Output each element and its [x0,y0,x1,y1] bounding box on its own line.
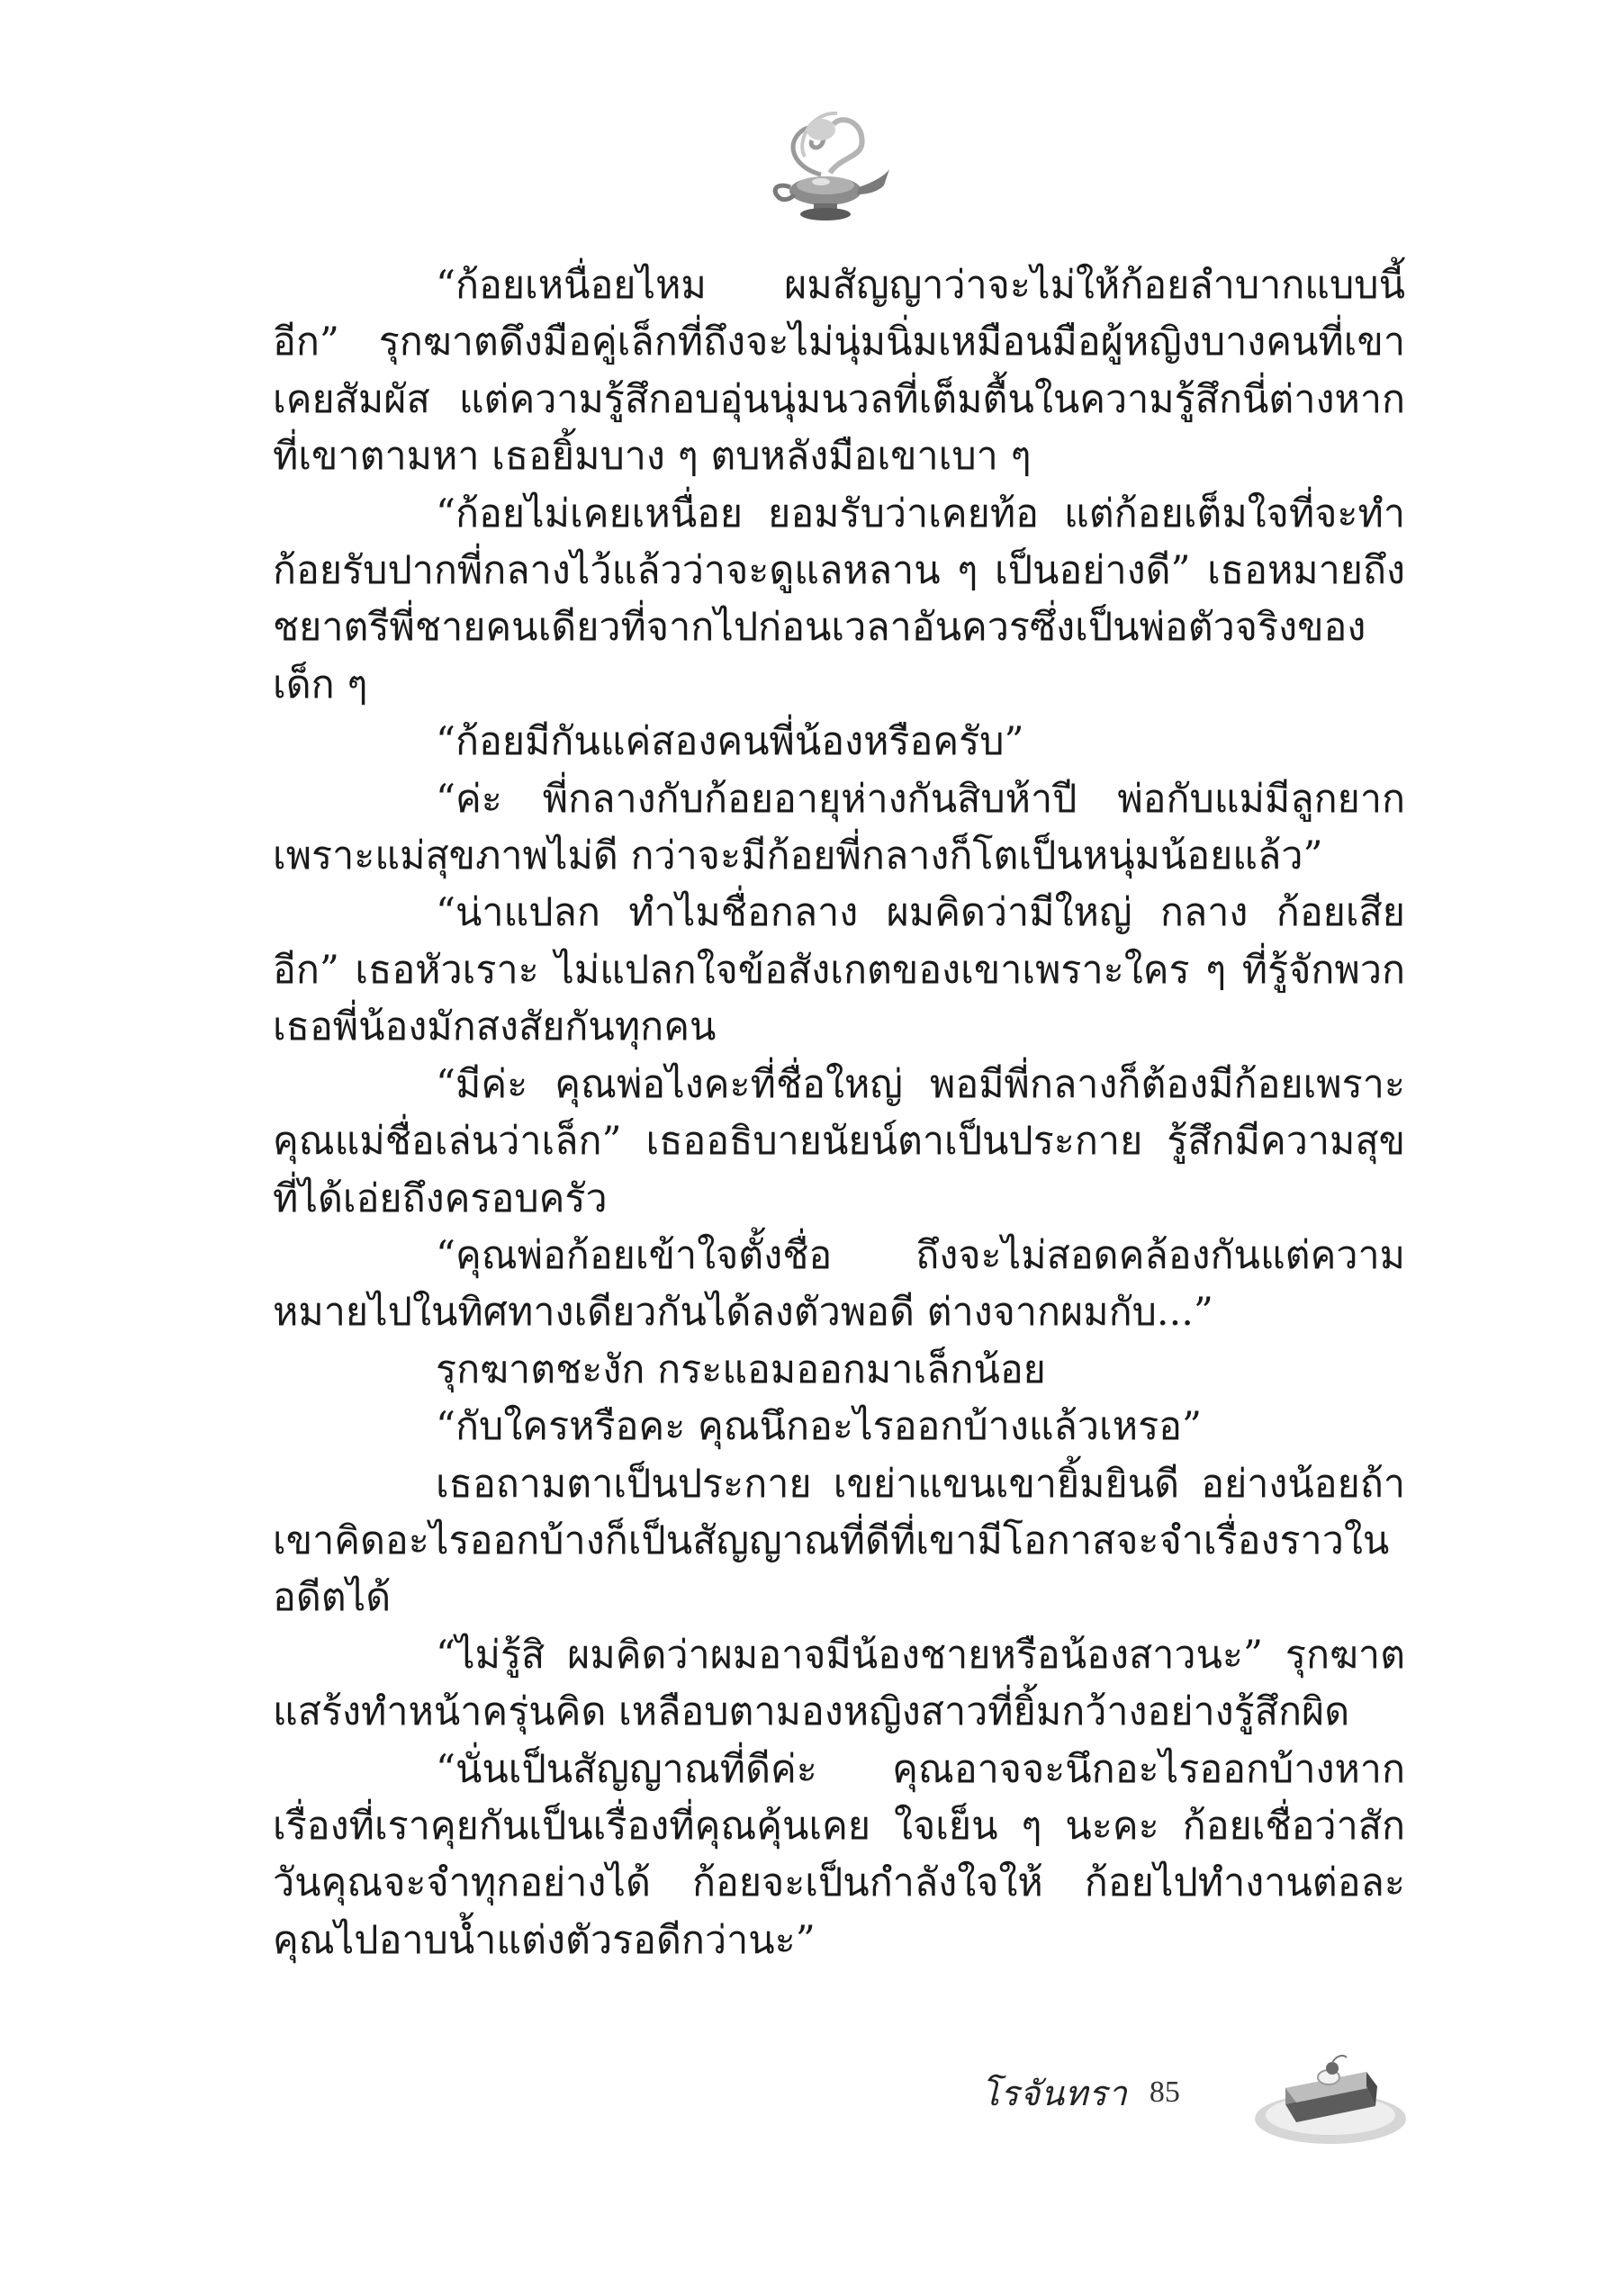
footer-title: โรจันทรา [981,2073,1128,2113]
paragraph: “คุณพ่อก้อยเข้าใจตั้งชื่อ ถึงจะไม่สอดคล้องกันแต่ความหมายไปในทิศทางเดียวกันได้ลงตัวพอดี ต่างจากผมกับ...” [273,1232,1405,1336]
paragraph: “ค่ะ พี่กลางกับก้อยอายุห่างกันสิบห้าปี พ่อกับแม่มีลูกยากเพราะแม่สุขภาพไม่ดี กว่าจะมีก้อยพี่กลางก็โตเป็นหนุ่มน้อยแล้ว” [273,776,1405,879]
paragraph: “มีค่ะ คุณพ่อไงคะที่ชื่อใหญ่ พอมีพี่กลางก็ต้องมีก้อยเพราะคุณแม่ชื่อเล่นว่าเล็ก” เธออธิบายนัยน์ตาเป็นประกาย รู้สึกมีความสุขที่ได้เอ่ยถึงครอบครัว [273,1061,1405,1221]
paragraph: “นั่นเป็นสัญญาณที่ดีค่ะ คุณอาจจะนึกอะไรออกบ้างหากเรื่องที่เราคุยกันเป็นเรื่องที่คุณคุ้นเคย ใจเย็น ๆ นะคะ ก้อยเชื่อว่าสักวันคุณจะจำทุกอย่างได้ ก้อยจะเป็นกำลังใจให้ ก้อยไปทำงานต่อละ คุณไปอาบน้ำแต่งตัวรอดีกว่านะ” [273,1746,1405,1963]
paragraph: เธอถามตาเป็นประกาย เขย่าแขนเขายิ้มยินดี อย่างน้อยถ้าเขาคิดอะไรออกบ้างก็เป็นสัญญาณที่ดีที่เขามีโอกาสจะจำเรื่องราวในอดีตได้ [273,1461,1405,1621]
paragraph: “ก้อยเหนื่อยไหม ผมสัญญาว่าจะไม่ให้ก้อยลำบากแบบนี้อีก” รุกฆาตดึงมือคู่เล็กที่ถึงจะไม่นุ่มนิ่มเหมือนมือผู้หญิงบางคนที่เขาเคยสัมผัส แต่ความรู้สึกอบอุ่นนุ่มนวลที่เต็มตื้นในความรู้สึกนี่ต่างหากที่เขาตามหา เธอยิ้มบาง ๆ ตบหลังมือเขาเบา ๆ [273,263,1405,480]
page-number: 85 [1149,2075,1180,2109]
genie-lamp-icon [758,104,893,230]
paragraph: “ก้อยมีกันแค่สองคนพี่น้องหรือครับ” [436,719,1024,765]
page-footer [981,2061,1180,2124]
body-text [273,257,1405,1969]
paragraph: “ก้อยไม่เคยเหนื่อย ยอมรับว่าเคยท้อ แต่ก้อยเต็มใจที่จะทำ ก้อยรับปากพี่กลางไว้แล้วว่าจะดูแลหลาน ๆ เป็นอย่างดี” เธอหมายถึงชยาตรีพี่ชายคนเดียวที่จากไปก่อนเวลาอันควรซึ่งเป็นพ่อตัวจริงของเด็ก ๆ [273,491,1405,707]
cake-plate-icon [1249,2032,1411,2149]
paragraph: รุกฆาตชะงัก กระแอมออกมาเล็กน้อย [436,1346,1046,1392]
paragraph: “น่าแปลก ทำไมชื่อกลาง ผมคิดว่ามีใหญ่ กลาง ก้อยเสียอีก” เธอหัวเราะ ไม่แปลกใจข้อสังเกตของเขาเพราะใคร ๆ ที่รู้จักพวกเธอพี่น้องมักสงสัยกันทุกคน [273,890,1405,1050]
paragraph: “ไม่รู้สิ ผมคิดว่าผมอาจมีน้องชายหรือน้องสาวนะ” รุกฆาตแสร้งทำหน้าครุ่นคิด เหลือบตามองหญิงสาวที่ยิ้มกว้างอย่างรู้สึกผิด [273,1632,1405,1735]
paragraph: “กับใครหรือคะ คุณนึกอะไรออกบ้างแล้วเหรอ” [436,1404,1202,1450]
